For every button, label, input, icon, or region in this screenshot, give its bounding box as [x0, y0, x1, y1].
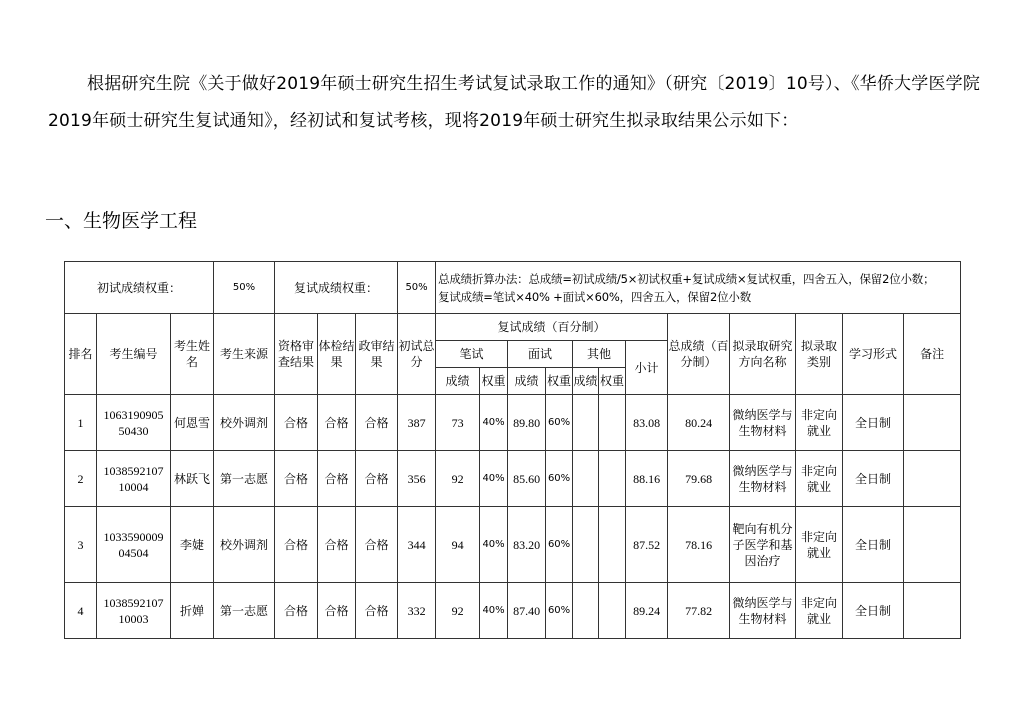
cell-other-score — [573, 583, 599, 639]
cell-category: 非定向就业 — [796, 395, 843, 451]
cell-other-score — [573, 451, 599, 507]
cell-source: 校外调剂 — [214, 507, 275, 583]
cell-name: 何恩雪 — [171, 395, 214, 451]
cell-physical: 合格 — [318, 451, 356, 507]
header-written-weight: 权重 — [480, 368, 508, 395]
cell-id — [97, 583, 171, 639]
cell-id-part-1: 1038592107 — [103, 463, 164, 478]
cell-category: 非定向就业 — [796, 583, 843, 639]
cell-study-form: 全日制 — [843, 395, 904, 451]
cell-study-form: 全日制 — [843, 507, 904, 583]
weights-row — [65, 262, 961, 314]
cell-total: 79.68 — [668, 451, 730, 507]
cell-id — [97, 451, 171, 507]
cell-rank: 4 — [65, 583, 97, 639]
cell-study-form: 全日制 — [843, 451, 904, 507]
cell-interview-score: 85.60 — [508, 451, 546, 507]
cell-remark — [904, 583, 961, 639]
cell-written-weight: 40% — [480, 395, 508, 451]
initial-weight-value: 50% — [214, 262, 275, 314]
cell-initial: 344 — [398, 507, 436, 583]
cell-source: 校外调剂 — [214, 395, 275, 451]
cell-subtotal: 87.52 — [626, 507, 668, 583]
cell-name: 折婵 — [171, 583, 214, 639]
cell-written-weight: 40% — [480, 583, 508, 639]
cell-other-weight — [599, 507, 626, 583]
cell-written-score: 92 — [436, 583, 480, 639]
cell-other-weight — [599, 583, 626, 639]
cell-subtotal: 88.16 — [626, 451, 668, 507]
cell-initial: 332 — [398, 583, 436, 639]
cell-direction: 微纳医学与生物材料 — [730, 583, 796, 639]
cell-id — [97, 507, 171, 583]
cell-initial: 387 — [398, 395, 436, 451]
cell-written-score: 73 — [436, 395, 480, 451]
cell-subtotal: 83.08 — [626, 395, 668, 451]
header-remarks: 备注 — [904, 314, 961, 395]
cell-other-score — [573, 507, 599, 583]
cell-source: 第一志愿 — [214, 583, 275, 639]
cell-political: 合格 — [356, 507, 398, 583]
header-name: 考生姓名 — [171, 314, 214, 395]
cell-interview-score: 83.20 — [508, 507, 546, 583]
cell-subtotal: 89.24 — [626, 583, 668, 639]
table-row — [65, 507, 961, 583]
cell-total: 78.16 — [668, 507, 730, 583]
header-interview-score: 成绩 — [508, 368, 546, 395]
cell-rank: 2 — [65, 451, 97, 507]
header-direction: 拟录取研究方向名称 — [730, 314, 796, 395]
header-interview: 面试 — [508, 341, 573, 368]
cell-rank: 3 — [65, 507, 97, 583]
header-written: 笔试 — [436, 341, 508, 368]
cell-physical: 合格 — [318, 583, 356, 639]
cell-physical: 合格 — [318, 395, 356, 451]
cell-id-part-1: 1063190905 — [103, 407, 164, 422]
header-study-form: 学习形式 — [843, 314, 904, 395]
cell-other-score — [573, 395, 599, 451]
header-other: 其他 — [573, 341, 626, 368]
header-other-weight: 权重 — [599, 368, 626, 395]
header-political: 政审结果 — [356, 314, 398, 395]
cell-initial: 356 — [398, 451, 436, 507]
header-rank: 排名 — [65, 314, 97, 395]
cell-id-part-2: 10004 — [118, 479, 149, 494]
cell-remark — [904, 507, 961, 583]
header-other-score: 成绩 — [573, 368, 599, 395]
cell-source: 第一志愿 — [214, 451, 275, 507]
header-id: 考生编号 — [97, 314, 171, 395]
cell-id-part-1: 1033590009 — [103, 529, 164, 544]
cell-id-part-1: 1038592107 — [103, 595, 164, 610]
table-row — [65, 395, 961, 451]
cell-direction: 微纳医学与生物材料 — [730, 395, 796, 451]
cell-total: 80.24 — [668, 395, 730, 451]
cell-rank: 1 — [65, 395, 97, 451]
cell-written-score: 92 — [436, 451, 480, 507]
cell-physical: 合格 — [318, 507, 356, 583]
cell-id-part-2: 04504 — [118, 545, 149, 560]
header-category: 拟录取类别 — [796, 314, 843, 395]
cell-name: 林跃飞 — [171, 451, 214, 507]
cell-political: 合格 — [356, 395, 398, 451]
cell-qualification: 合格 — [275, 395, 318, 451]
formula-line-1: 总成绩折算办法：总成绩=初试成绩/5×初试权重+复试成绩×复试权重，四舍五入，保留2位小数； — [438, 271, 935, 286]
header-retest-group: 复试成绩（百分制） — [436, 314, 668, 341]
cell-other-weight — [599, 395, 626, 451]
cell-interview-weight: 60% — [546, 583, 573, 639]
cell-qualification: 合格 — [275, 507, 318, 583]
cell-total: 77.82 — [668, 583, 730, 639]
header-physical: 体检结果 — [318, 314, 356, 395]
header-row-1 — [65, 314, 961, 341]
cell-written-score: 94 — [436, 507, 480, 583]
cell-category: 非定向就业 — [796, 451, 843, 507]
cell-interview-weight: 60% — [546, 507, 573, 583]
admission-results-table — [64, 261, 961, 639]
cell-direction: 微纳医学与生物材料 — [730, 451, 796, 507]
initial-weight-label: 初试成绩权重： — [65, 262, 214, 314]
cell-category: 非定向就业 — [796, 507, 843, 583]
header-subtotal: 小计 — [626, 341, 668, 395]
cell-study-form: 全日制 — [843, 583, 904, 639]
formula-line-2: 复试成绩=笔试×40% +面试×60%，四舍五入，保留2位小数 — [438, 289, 751, 304]
header-written-score: 成绩 — [436, 368, 480, 395]
cell-qualification: 合格 — [275, 451, 318, 507]
retest-weight-label: 复试成绩权重： — [275, 262, 398, 314]
cell-interview-weight: 60% — [546, 451, 573, 507]
cell-interview-score: 89.80 — [508, 395, 546, 451]
cell-political: 合格 — [356, 583, 398, 639]
table-row — [65, 451, 961, 507]
section-title: 一、生物医学工程 — [45, 210, 198, 232]
cell-other-weight — [599, 451, 626, 507]
intro-paragraph: 根据研究生院《关于做好2019年硕士研究生招生考试复试录取工作的通知》（研究〔2019〕10号）、《华侨大学医学院2019年硕士研究生复试通知》，经初试和复试考核，现将2019年硕士研究生拟录取结果公示如下： — [48, 74, 981, 131]
cell-interview-weight: 60% — [546, 395, 573, 451]
header-interview-weight: 权重 — [546, 368, 573, 395]
cell-direction: 靶向有机分子医学和基因治疗 — [730, 507, 796, 583]
cell-id-part-2: 10003 — [118, 611, 149, 626]
cell-written-weight: 40% — [480, 507, 508, 583]
cell-political: 合格 — [356, 451, 398, 507]
header-qualification: 资格审查结果 — [275, 314, 318, 395]
header-source: 考生来源 — [214, 314, 275, 395]
cell-remark — [904, 395, 961, 451]
cell-name: 李婕 — [171, 507, 214, 583]
cell-remark — [904, 451, 961, 507]
cell-id-part-2: 50430 — [118, 423, 149, 438]
retest-weight-value: 50% — [398, 262, 436, 314]
cell-id — [97, 395, 171, 451]
cell-interview-score: 87.40 — [508, 583, 546, 639]
header-initial-total: 初试总分 — [398, 314, 436, 395]
cell-qualification: 合格 — [275, 583, 318, 639]
header-total: 总成绩（百分制） — [668, 314, 730, 395]
score-formula — [436, 262, 961, 314]
cell-written-weight: 40% — [480, 451, 508, 507]
table-row — [65, 583, 961, 639]
